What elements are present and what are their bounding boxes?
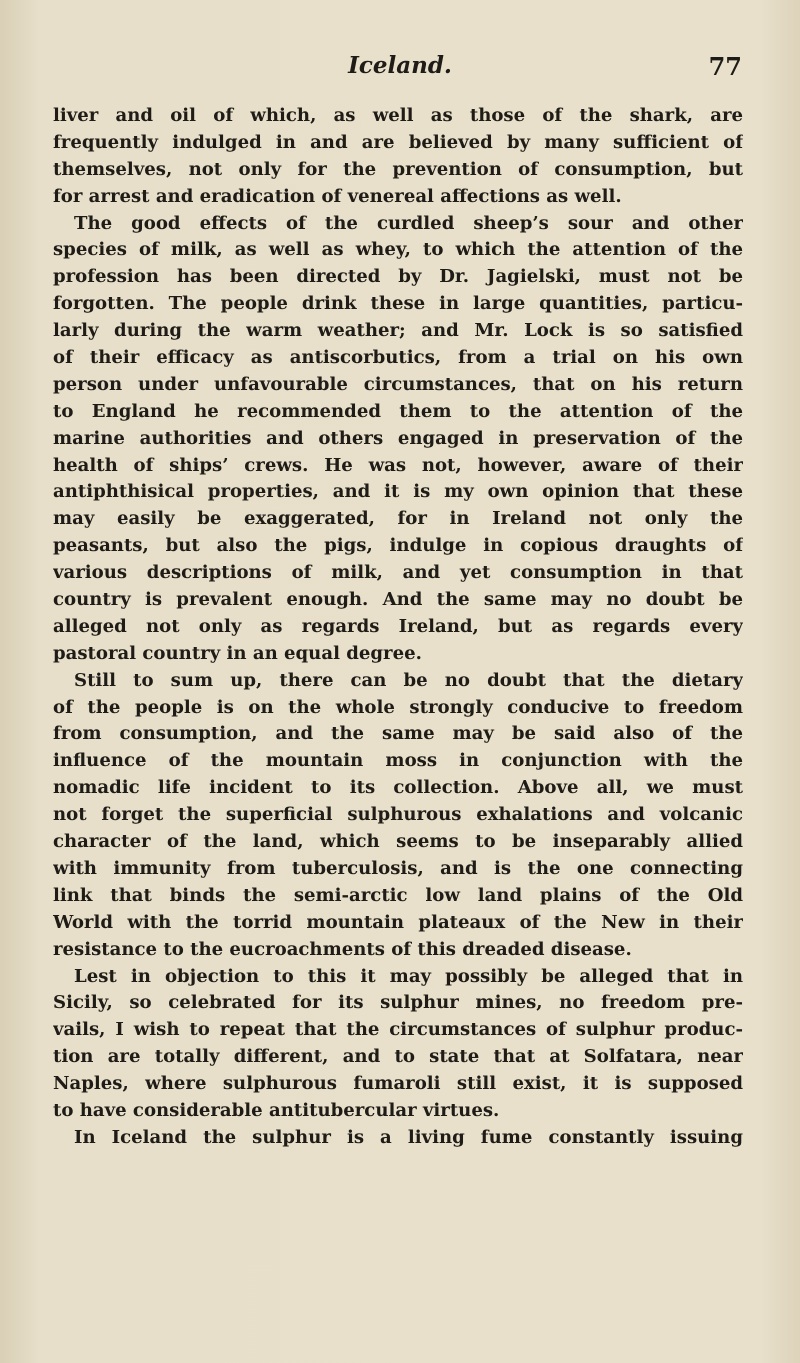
text-line: of the people is on the whole strongly conducive to freedom bbox=[53, 696, 743, 718]
text-line: tion are totally different, and to state that at Solfatara, near bbox=[53, 1046, 743, 1068]
text-line: antiphthisical properties, and it is my own opinion that these bbox=[53, 481, 743, 503]
text-line: In Iceland the sulphur is a living fume constantly issuing bbox=[74, 1126, 743, 1148]
text-line: various descriptions of milk, and yet consumption in that bbox=[53, 562, 743, 584]
text-line: not forget the superficial sulphurous exhalations and volcanic bbox=[53, 804, 743, 826]
text-line: link that binds the semi-arctic low land plains of the Old bbox=[53, 884, 743, 906]
text-line: nomadic life incident to its collection. Above all, we must bbox=[53, 777, 743, 799]
text-line: forgotten. The people drink these in large quantities, particu- bbox=[53, 293, 743, 315]
text-line: Lest in objection to this it may possibly be alleged that in bbox=[74, 965, 743, 987]
page-number: 77 bbox=[708, 52, 742, 81]
text-line: for arrest and eradication of venereal affections as well. bbox=[53, 185, 622, 207]
text-line: may easily be exaggerated, for in Ireland not only the bbox=[53, 508, 743, 530]
text-line: frequently indulged in and are believed by many sufficient of bbox=[53, 131, 743, 153]
text-line: from consumption, and the same may be said also of the bbox=[53, 723, 743, 745]
running-title: Iceland. bbox=[348, 52, 452, 79]
text-line: marine authorities and others engaged in preservation of the bbox=[53, 427, 743, 449]
text-line: vails, I wish to repeat that the circumstances of sulphur produc- bbox=[53, 1019, 743, 1041]
text-line: liver and oil of which, as well as those of the shark, are bbox=[53, 105, 743, 126]
text-line: Still to sum up, there can be no doubt that the dietary bbox=[74, 669, 743, 691]
text-line: character of the land, which seems to be inseparably allied bbox=[53, 831, 743, 853]
text-line: World with the torrid mountain plateaux of the New in their bbox=[53, 911, 743, 933]
text-line: influence of the mountain moss in conjunction with the bbox=[53, 750, 743, 772]
text-line: pastoral country in an equal degree. bbox=[53, 642, 422, 664]
text-line: species of milk, as well as whey, to which the attention of the bbox=[53, 239, 743, 261]
text-line: to England he recommended them to the attention of the bbox=[53, 400, 743, 422]
text-line: of their efficacy as antiscorbutics, from a trial on his own bbox=[53, 347, 743, 369]
body-text bbox=[53, 103, 743, 1152]
text-line: person under unfavourable circumstances, that on his return bbox=[53, 373, 743, 395]
text-line: Sicily, so celebrated for its sulphur mines, no freedom pre- bbox=[53, 992, 743, 1014]
text-line: country is prevalent enough. And the same may no doubt be bbox=[53, 589, 743, 611]
text-line: Naples, where sulphurous fumaroli still exist, it is supposed bbox=[53, 1073, 743, 1095]
text-line: resistance to the eucroachments of this dreaded disease. bbox=[53, 938, 632, 960]
text-line: peasants, but also the pigs, indulge in copious draughts of bbox=[53, 535, 743, 557]
text-line: to have considerable antitubercular virtues. bbox=[53, 1099, 500, 1121]
text-line: themselves, not only for the prevention of consumption, but bbox=[53, 158, 743, 180]
page-header bbox=[0, 48, 800, 88]
text-line: larly during the warm weather; and Mr. Lock is so satisfied bbox=[53, 320, 743, 342]
text-line: The good effects of the curdled sheep’s sour and other bbox=[74, 212, 743, 234]
text-line: alleged not only as regards Ireland, but as regards every bbox=[53, 615, 743, 637]
text-line: health of ships’ crews. He was not, however, aware of their bbox=[53, 454, 743, 476]
text-line: profession has been directed by Dr. Jagielski, must not be bbox=[53, 266, 743, 288]
text-line: with immunity from tuberculosis, and is the one connecting bbox=[53, 857, 743, 879]
